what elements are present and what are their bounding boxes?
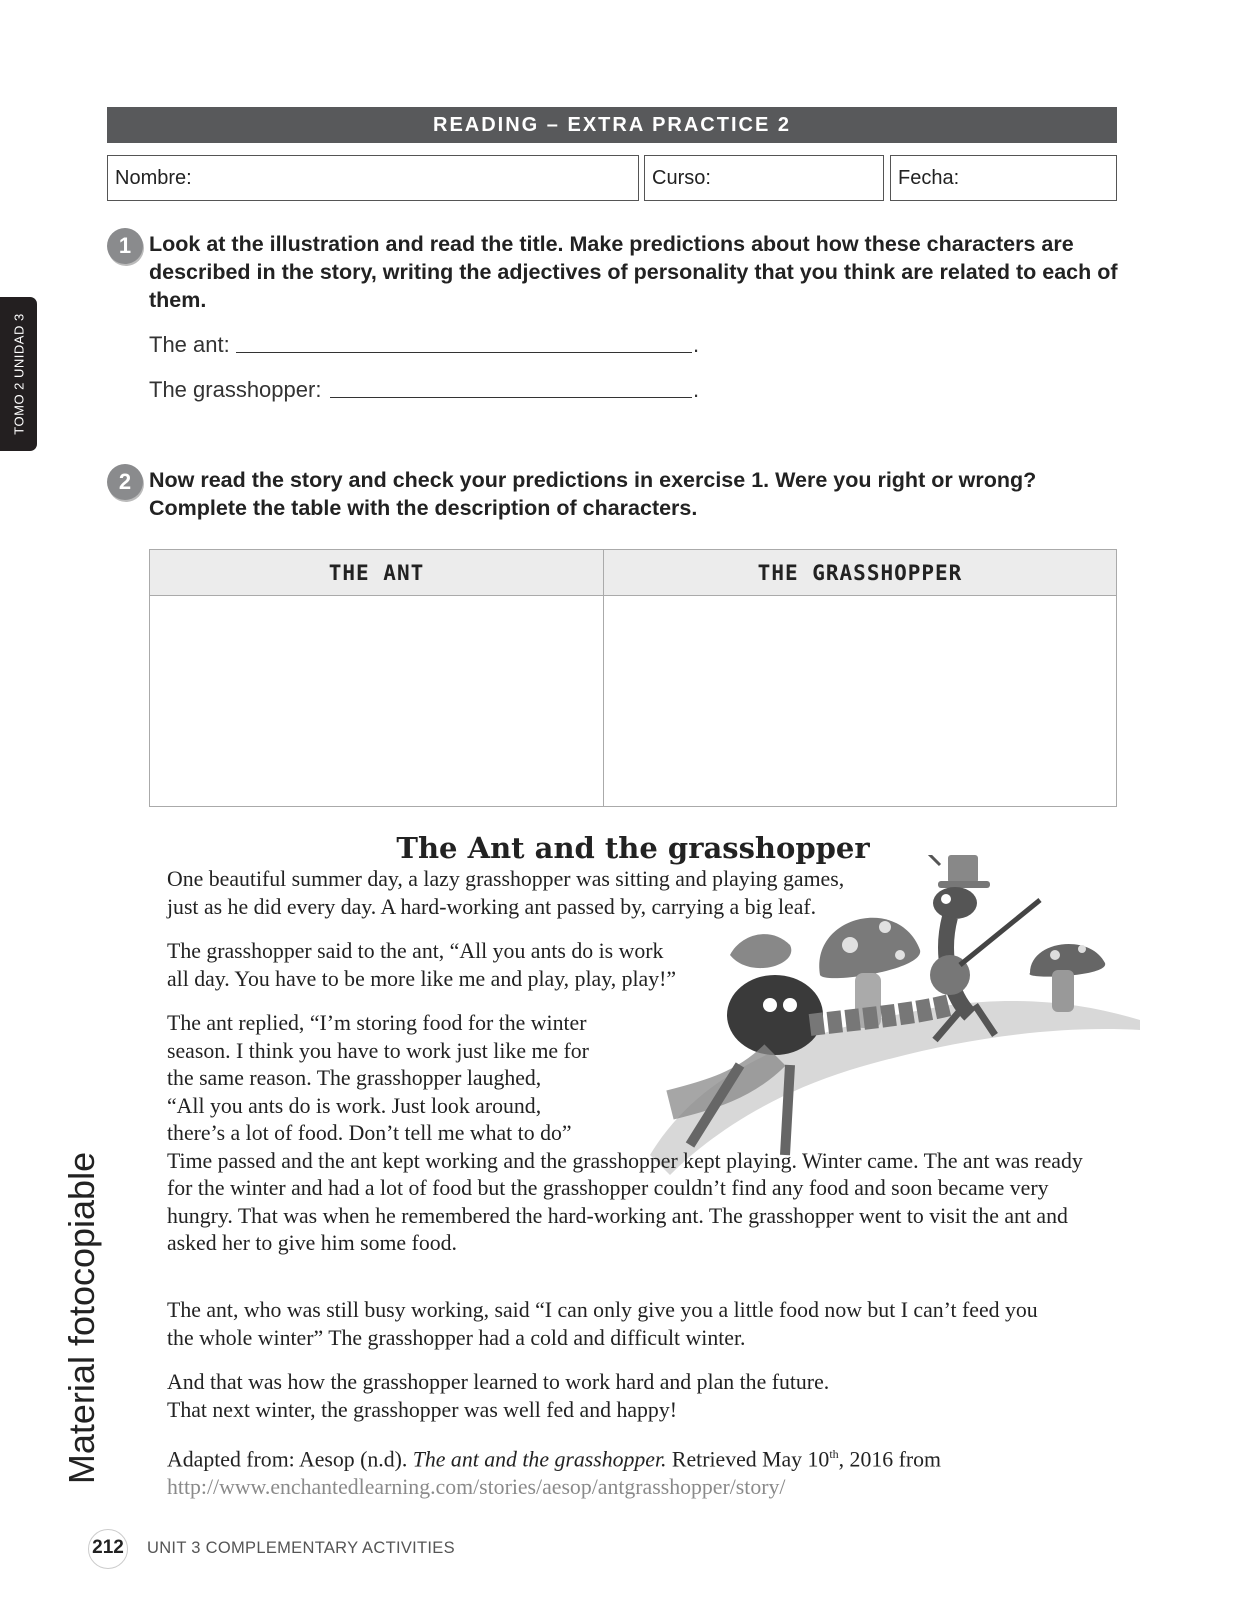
story-line: just as he did every day. A hard-working ant passed by, carrying a big leaf. — [167, 894, 817, 919]
story-line: asked her to give him some food. — [167, 1231, 457, 1255]
source-superscript: th — [829, 1447, 839, 1461]
exercise-1-number: 1 — [107, 228, 143, 264]
exercise-2-instruction: Now read the story and check your predictions in exercise 1. Were you right or wrong? Complete the table with the description of characters. — [149, 468, 1037, 520]
story-line: all day. You have to be more like me and play, play, play!” — [167, 966, 677, 991]
ant-description-cell[interactable] — [150, 596, 604, 807]
story-line: The ant replied, “I’m storing food for the winter — [167, 1011, 587, 1035]
story-line: And that was how the grasshopper learned to work hard and plan the future. — [167, 1370, 830, 1394]
source-url-link[interactable]: http://www.enchantedlearning.com/stories/aesop/antgrasshopper/story/ — [167, 1474, 786, 1499]
small-mushroom-icon — [1029, 944, 1105, 1012]
source-end: , 2016 from — [838, 1447, 941, 1472]
story-line: The grasshopper said to the ant, “All you ants do is work — [167, 939, 664, 963]
exercise-2-number: 2 — [107, 464, 143, 500]
course-field[interactable] — [644, 155, 884, 201]
date-label: Fecha: — [898, 167, 960, 189]
story-paragraph-2 — [167, 938, 676, 993]
source-mid: Retrieved May 10 — [666, 1447, 830, 1472]
story-title: The Ant and the grasshopper — [396, 831, 870, 865]
grasshopper-label: The grasshopper: — [149, 377, 322, 402]
grasshopper-line-period: . — [693, 377, 700, 402]
ant-line-period: . — [693, 332, 700, 357]
grasshopper-column-header: THE GRASSHOPPER — [604, 550, 1117, 596]
source-prefix: Adapted from: Aesop (n.d). — [167, 1447, 413, 1472]
footer-unit-label: UNIT 3 COMPLEMENTARY ACTIVITIES — [147, 1539, 455, 1557]
unit-side-tab-label: TOMO 2 UNIDAD 3 — [11, 313, 27, 435]
story-source — [167, 1441, 941, 1501]
story-line: Time passed and the ant kept working and the grasshopper kept playing. Winter came. The ant was ready — [167, 1148, 1083, 1173]
date-field[interactable] — [890, 155, 1117, 201]
story-line: for the winter and had a lot of food but the grasshopper couldn’t find any food and soon became very — [167, 1176, 1049, 1200]
story-line: the same reason. The grasshopper laughed, — [167, 1066, 542, 1090]
grasshopper-description-cell[interactable] — [604, 596, 1117, 807]
story-line: season. I think you have to work just like me for — [167, 1038, 589, 1063]
story-paragraph-1 — [167, 866, 844, 921]
story-line: The ant, who was still busy working, said “I can only give you a little food now but I can’t feed you — [167, 1298, 1038, 1322]
story-line: That next winter, the grasshopper was well fed and happy! — [167, 1397, 677, 1422]
page-number: 212 — [88, 1529, 128, 1569]
name-field[interactable] — [107, 155, 639, 201]
worksheet-title: READING – EXTRA PRACTICE 2 — [107, 107, 1117, 143]
characters-table — [149, 549, 1117, 807]
ant-label: The ant: — [149, 332, 230, 357]
story-line: there’s a lot of food. Don’t tell me what to do” — [167, 1121, 572, 1145]
story-line: hungry. That was when he remembered the hard-working ant. The grasshopper went to visit the ant and — [167, 1203, 1068, 1228]
ant-answer-line[interactable] — [236, 352, 692, 353]
story-line: the whole winter” The grasshopper had a cold and difficult winter. — [167, 1325, 746, 1350]
story-line: “All you ants do is work. Just look around, — [167, 1093, 542, 1118]
story-paragraph-5 — [167, 1297, 1038, 1352]
name-label: Nombre: — [115, 167, 192, 189]
grasshopper-answer-line[interactable] — [330, 397, 692, 398]
photocopiable-label: Material fotocopiable — [61, 1151, 102, 1485]
ant-column-header: THE ANT — [150, 550, 604, 596]
course-label: Curso: — [652, 167, 711, 189]
story-paragraph-6 — [167, 1369, 829, 1424]
story-paragraph-3 — [167, 1010, 1083, 1258]
unit-side-tab — [0, 297, 37, 451]
story-line: One beautiful summer day, a lazy grasshopper was sitting and playing games, — [167, 867, 845, 891]
source-title: The ant and the grasshopper. — [412, 1447, 667, 1472]
exercise-1-instruction: Look at the illustration and read the title. Make predictions about how these characters are described in the story, writing the adjectives of personality that you think are related to each of them. — [149, 232, 1118, 312]
